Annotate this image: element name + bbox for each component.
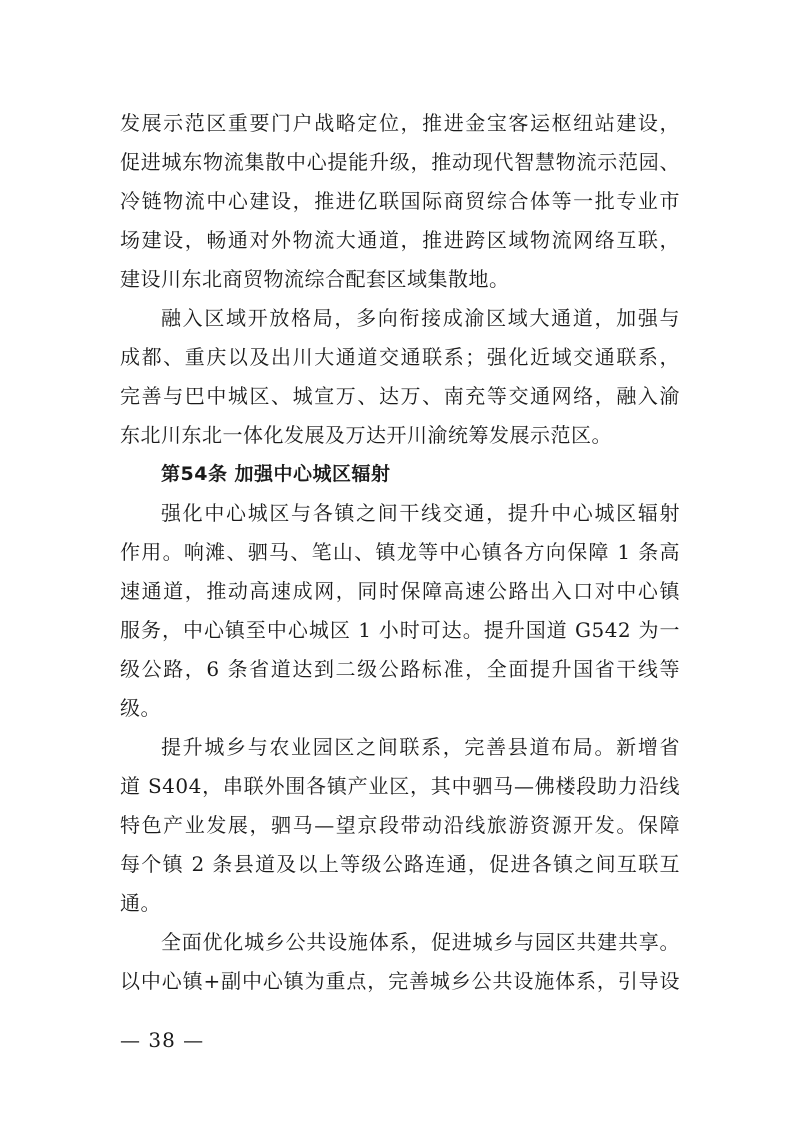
text-line: 服务，中心镇至中心城区 1 小时可达。提升国道 G542 为一 [120, 618, 680, 642]
section-heading: 第54条 加强中心城区辐射 [161, 463, 391, 485]
text-line: 冷链物流中心建设，推进亿联国际商贸综合体等一批专业市 [120, 189, 680, 213]
text-line: 建设川东北商贸物流综合配套区域集散地。 [120, 267, 510, 291]
text-line: 全面优化城乡公共设施体系，促进城乡与园区共建共享。 [161, 930, 680, 954]
text-line: 速通道，推动高速成网，同时保障高速公路出入口对中心镇 [120, 579, 680, 603]
text-line: 东北川东北一体化发展及万达开川渝统筹发展示范区。 [120, 423, 612, 447]
text-line: 每个镇 2 条县道及以上等级公路连通，促进各镇之间互联互 [120, 852, 680, 876]
document-body [120, 104, 680, 1001]
text-line: 强化中心城区与各镇之间干线交通，提升中心城区辐射 [161, 501, 680, 525]
paragraph-county-roads [120, 728, 680, 923]
paragraph-central-city-radiation [120, 494, 680, 728]
text-line: 完善与巴中城区、城宣万、达万、南充等交通网络，融入渝 [120, 384, 680, 408]
text-line: 以中心镇+副中心镇为重点，完善城乡公共设施体系，引导设 [120, 969, 680, 993]
text-line: 通。 [120, 891, 161, 915]
text-line: 发展示范区重要门户战略定位，推进金宝客运枢纽站建设， [120, 111, 680, 135]
page-number: — 38 — [120, 1028, 205, 1052]
text-line: 场建设，畅通对外物流大通道，推进跨区域物流网络互联， [120, 228, 680, 252]
text-line: 融入区域开放格局，多向衔接成渝区域大通道，加强与 [161, 306, 680, 330]
paragraph-logistics-hub [120, 104, 680, 299]
text-line: 道 S404，串联外围各镇产业区，其中驷马—佛楼段助力沿线 [120, 774, 680, 798]
paragraph-regional-opening [120, 299, 680, 455]
text-line: 级。 [120, 696, 161, 720]
text-line: 成都、重庆以及出川大通道交通联系；强化近域交通联系， [120, 345, 680, 369]
text-line: 作用。响滩、驷马、笔山、镇龙等中心镇各方向保障 1 条高 [120, 540, 680, 564]
text-line: 促进城东物流集散中心提能升级，推动现代智慧物流示范园、 [120, 150, 680, 174]
paragraph-public-facilities [120, 923, 680, 1001]
text-line: 特色产业发展，驷马—望京段带动沿线旅游资源开发。保障 [120, 813, 680, 837]
text-line: 提升城乡与农业园区之间联系，完善县道布局。新增省 [161, 735, 680, 759]
text-line: 级公路，6 条省道达到二级公路标准，全面提升国省干线等 [120, 657, 680, 681]
